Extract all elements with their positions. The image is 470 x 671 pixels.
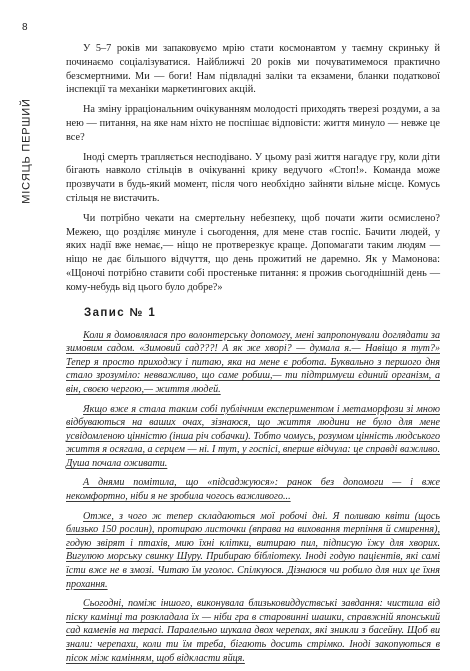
chapter-title-vertical <box>18 56 36 246</box>
paragraph: Чи потрібно чекати на смертельну небезпеку, щоб почати жити осмислено? Межею, що розділяє минуле і сьогодення, для мене став госпіс. Бачити людей, у яких надії вже немає,— ніщо не протверезкує краще. Допомагати таким людям — ніщо не дає більшого відчуття, що день прожитий не даремно. Як у Мамонова: «Щоночі потрібно ставити собі простеньке питання: я прожив сьогоднішній день — кому-небудь від цього було добре?» <box>66 212 440 293</box>
paragraph: Іноді смерть трапляється несподівано. У цьому разі життя нагадує гру, коли діти бігають навколо стільців в очікуванні крику ведучого «Стоп!». Команда може прозвучати в будь-який момент, після чого необхідно зайняти вільне місце. Комусь стільця не вистачить. <box>66 151 440 204</box>
diary-entry <box>66 403 440 471</box>
diary-entry-text: Якщо вже я стала таким собі публічним експериментом і метаморфози зі мною відбуваються на ваших очах, зізнаюся, що життя людини не було для мене усвідомленою цінністю (інша річ собачки). Тобто чомусь, розумом цінність людського життя я осягала, а серцем — ні. І тут, у госпісі, вперше відчула: це справді важливо. Душа почала оживати. <box>66 403 440 469</box>
diary-entry-text: А днями помітила, що «підсаджуюся»: ранок без допомоги — і вже некомфортно, ніби я не зробила чогось важливого... <box>66 477 440 503</box>
diary-entry-text: Отже, з чого ж тепер складаються мої робочі дні. Я поливаю квіти (щось близько 150 рослин), протираю листочки (вправа на виховання терпіння й смирення), годую звірят і птахів, мию їхні клітки, витираю пил, підписую їжу для хворих. Вигулюю морську свинку Шуру. Прибираю бібліотеку. Іноді годую пацієнтів, які самі їсти вже не в змозі. Читаю їм уголос. Спілкуюся. Дізнаюся чи робило для них це їхня прохання. <box>66 510 440 590</box>
diary-entry <box>66 329 440 397</box>
diary-entry-text: Коли я домовлялася про волонтерську допомогу, мені запропонували доглядати за зимовим садом. «Зимовий сад???! А як же хворі? — думала я.— Навіщо я тут?» Тепер я просто приходжу і питаю, яка на мене є робота. Буквально з першого дня стало зрозуміло: невважливо, що саме робиш,— ти підтримуєш єдиний організм, а він, своєю чергою,— життя людей. <box>66 329 440 395</box>
diary-entry <box>66 510 440 592</box>
diary-heading: Запис № 1 <box>84 306 157 319</box>
paragraph: У 5–7 років ми запаковуємо мрію стати космонавтом у таємну скриньку й починаємо соціалізуватися. Найближчі 20 років ми почуватимемося практично безсмертними. Ми — боги! Нам підвладні заліки та екзамени, бланки податкової інспекції та механіки маркетингових акцій. <box>66 43 440 96</box>
chapter-title: МІСЯЦЬ ПЕРШИЙ <box>21 98 33 204</box>
page-number: 8 <box>22 22 28 33</box>
text-column <box>66 42 440 671</box>
diary-entry <box>66 597 440 665</box>
diary-entry <box>66 476 440 503</box>
paragraph: На зміну ірраціональним очікуванням молодості приходять тверезі роздуми, а за нею — питання, на яке нам ніхто не поспішає відповісти: життя минуло — невже це все? <box>66 104 440 143</box>
diary-entry-text: Сьогодні, поміж іншого, виконувала близьковиддуствські завдання: чистила від піску камінці та розкладала їх — ніби гра в старовинні шашки, справжній японський сад каменів на терасі. Паралельно шукала двох черепах, які зникли з басейну. Щоб ви знали: черепахи, коли ти їм треба, бігають досить стрімко. Іноді закопуються в пісок між камінням, щоб відкласти яйця. <box>66 598 440 664</box>
